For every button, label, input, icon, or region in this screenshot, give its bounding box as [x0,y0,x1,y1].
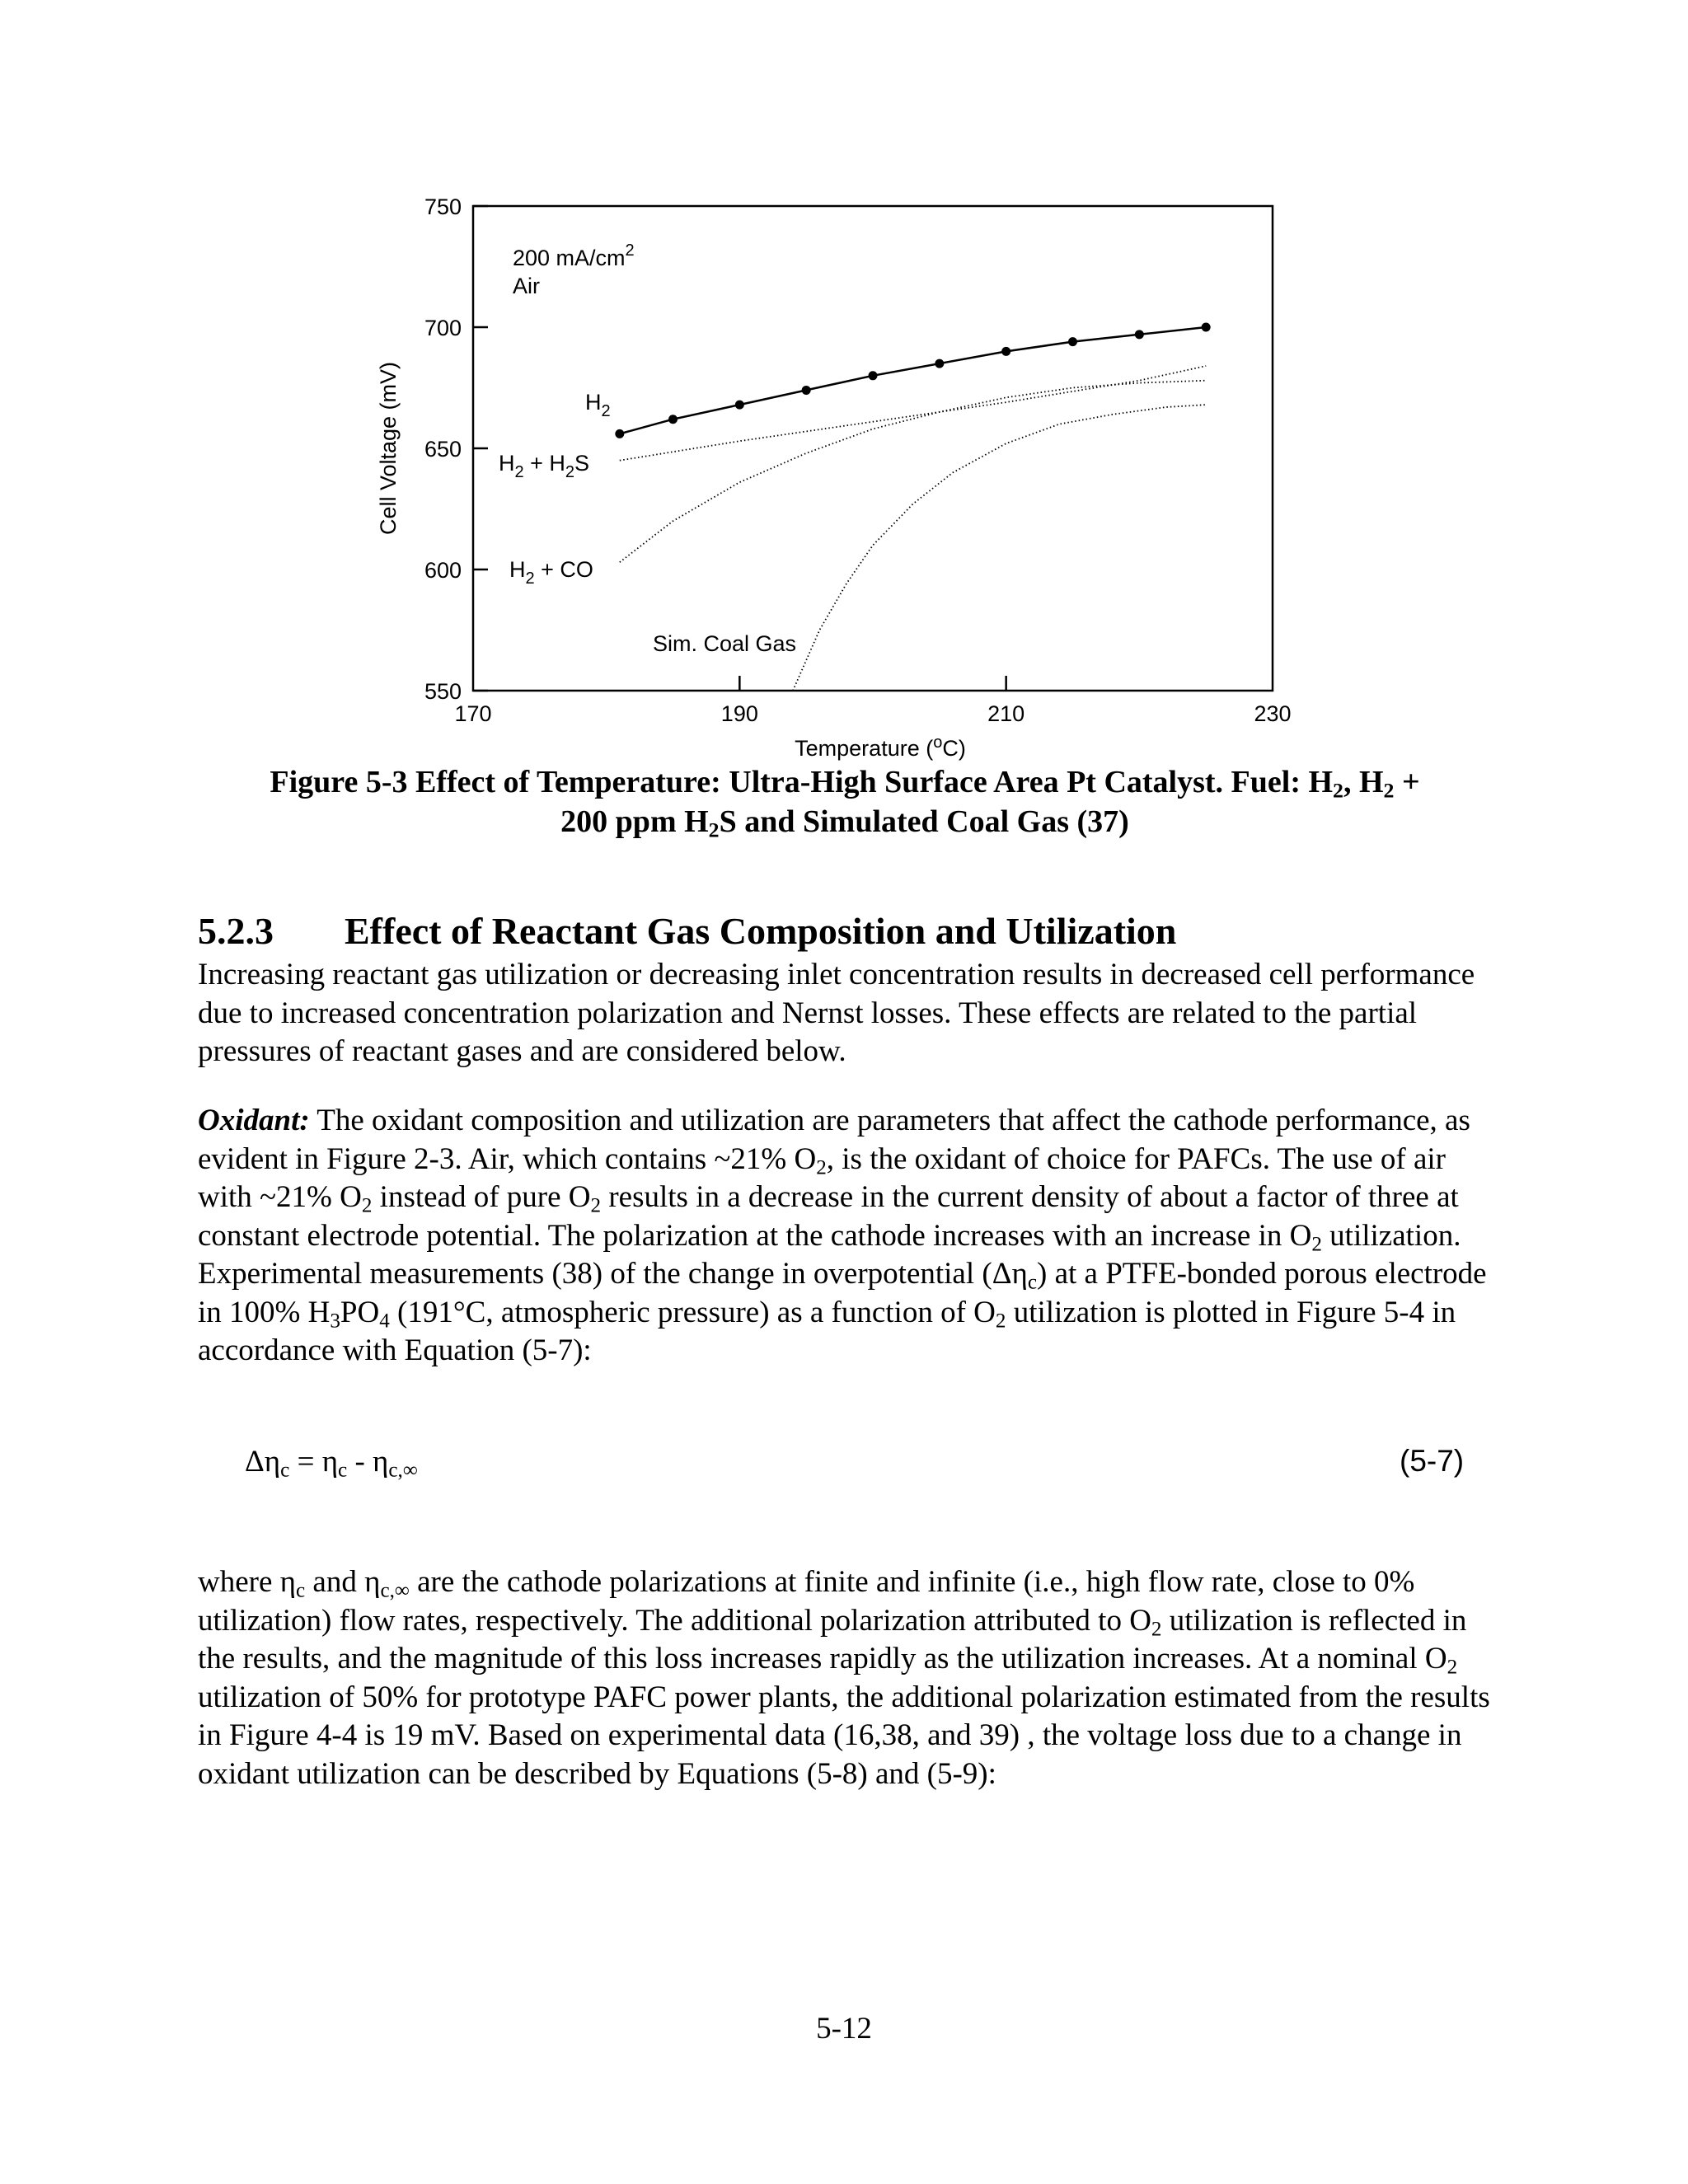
series-line-h2 [620,327,1206,434]
figure-caption-line-2: 200 ppm $H_2S$ and Simulated Coal Gas (37) [560,804,1129,842]
paragraph-oxidant: Oxidant: The oxidant composition and utilization are parameters that affect the cathode performance, as evident in Figure 2-3. Air, which contains ~21% $O_2$, is the oxidant of choice for PAFCs. The use of air with ~21% $O_2$ instead of pure $O_2$ results in a decrease in the current density of about a factor of three at constant electrode potential. The polarization at the cathode increases with an increase in $O_2$ utilization. Experimental measurements (38) of the change in overpotential $(\Delta\eta_c)$ at a PTFE-bonded porous electrode in 100% $H_3PO_4$ (191°C, atmospheric pressure) as a function of $O_2$ utilization is plotted in Figure 5-4 in accordance with Equation (5-7): [198,1104,1487,1367]
annotation-current-density: 200 $mA/cm^2$ [513,241,635,270]
series-label-h2: $H_2$ [585,390,611,420]
y-tick-label: 650 [424,437,462,462]
section-title: Effect of Reactant Gas Composition and Utilization [345,910,1177,952]
data-point-h2 [1068,337,1077,346]
series-label-h2-co: $H_2$ + CO [509,557,593,588]
data-point-h2 [802,386,811,395]
data-point-h2 [869,371,878,380]
y-tick-label: 750 [424,194,462,219]
section-heading [198,909,1176,953]
page-number: 5-12 [816,2012,872,2046]
paragraph-intro: Increasing reactant gas utilization or decreasing inlet concentration results in decreased cell performance due to increased concentration polarization and Nernst losses. These effects are related to the partial pressures of reactant gases and are considered below. [198,958,1475,1068]
data-point-h2 [1001,347,1010,356]
figure-caption-line-1: Figure 5-3 Effect of Temperature: Ultra-High Surface Area Pt Catalyst. Fuel: $H_2$, $H_2$ + [270,765,1420,803]
y-tick-label: 700 [424,316,462,340]
y-axis-label: Cell Voltage (mV) [376,361,401,536]
x-axis-label: Temperature ($^o$C) [795,733,966,761]
series-line-sim-coal-gas [793,405,1206,691]
data-point-h2 [1135,330,1144,339]
x-tick-label: 230 [1254,701,1292,726]
series-label-sim-coal-gas: Sim. Coal Gas [653,631,797,656]
section-number: 5.2.3 [198,910,274,952]
temperature-chart [313,181,1302,775]
data-point-h2 [615,429,624,438]
x-tick-label: 210 [987,701,1025,726]
y-tick-label: 550 [424,679,462,704]
annotation-air: Air [513,274,540,298]
equation-number: (5-7) [1400,1444,1465,1478]
data-point-h2 [668,415,678,424]
plot-frame [473,206,1273,691]
data-point-h2 [935,359,944,368]
x-tick-label: 190 [720,701,758,726]
data-point-h2 [735,401,744,410]
equation-5-7: $\Delta\eta_c = \eta_c - \eta_{c,\infty}$ [245,1445,418,1482]
x-tick-label: 170 [454,701,492,726]
series-label-h2-h2s: $H_2 + H_2S$ [499,451,590,481]
oxidant-lead: Oxidant: [198,1104,310,1137]
series-line-h2-h2s [620,366,1206,461]
paragraph-polarization: where $\eta_c$ and $\eta_{c,\infty}$ are the cathode polarizations at finite and infinite (i.e., high flow rate, close to 0% utilization) flow rates, respectively. The additional polarization attributed to $O_2$ utilization is reflected in the results, and the magnitude of this loss increases rapidly as the utilization increases. At a nominal $O_2$ utilization of 50% for prototype PAFC power plants, the additional polarization estimated from the results in Figure 4-4 is 19 mV. Based on experimental data (16,38, and 39) , the voltage loss due to a change in oxidant utilization can be described by Equations (5-8) and (5-9): [198,1565,1490,1791]
y-tick-label: 600 [424,558,462,583]
data-point-h2 [1202,323,1211,332]
series-line-h2-co [620,381,1206,563]
